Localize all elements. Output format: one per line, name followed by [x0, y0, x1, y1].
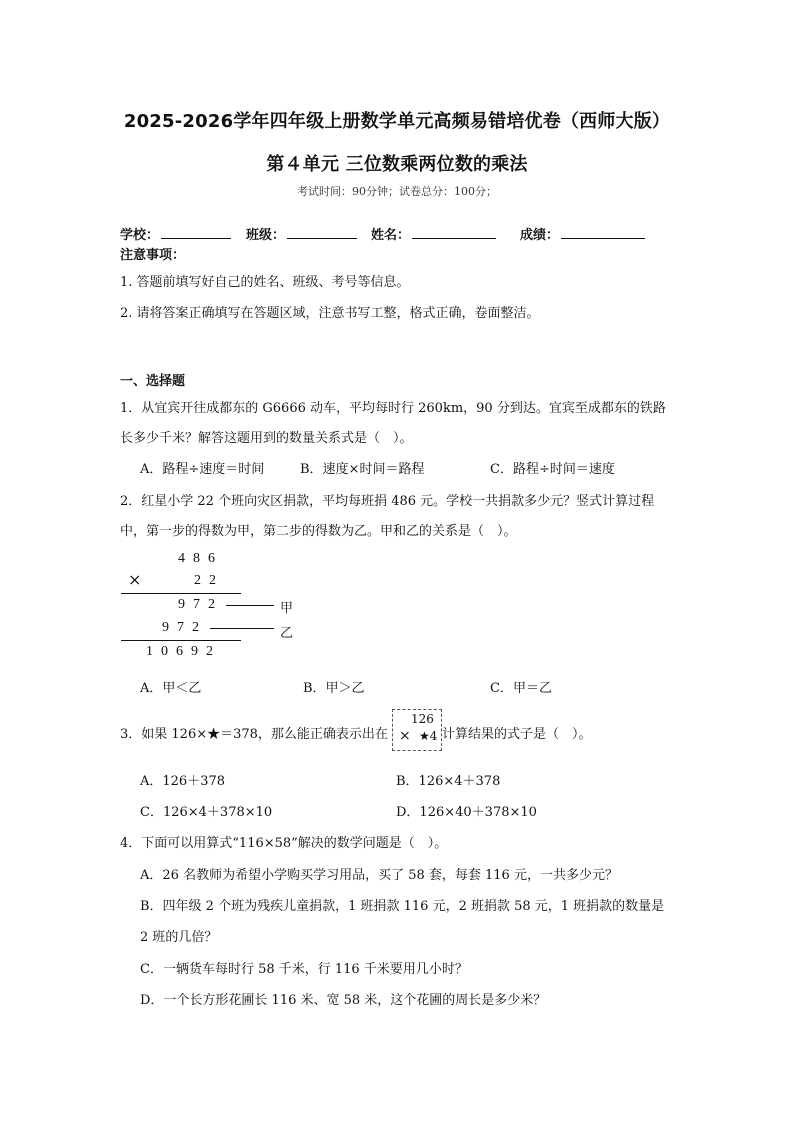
q4-option-c[interactable]: C．一辆货车每时行 58 千米，行 116 千米要用几小时？ [140, 962, 468, 977]
q4-stem: 4．下面可以用算式“116×58”解决的数学问题是（ ）。 [120, 836, 448, 851]
label-jia: 甲 [280, 601, 294, 616]
score-field[interactable] [520, 224, 645, 243]
calc-multiplicand: 486 [178, 551, 223, 566]
calc-rule [121, 593, 241, 594]
page-title: 2025-2026学年四年级上册数学单元高频易错培优卷（西师大版） [123, 111, 671, 132]
name-field[interactable] [371, 224, 496, 243]
q2-stem-line2: 中，第一步的得数为甲，第二步的得数为乙。甲和乙的关系是（ ）。 [120, 524, 517, 539]
q3-stem-prefix: 3．如果 126×★＝378，那么能正确表示出在 [120, 727, 388, 742]
school-blank[interactable] [161, 226, 231, 239]
q2-option-b[interactable]: B．甲＞乙 [303, 681, 365, 696]
school-label: 学校： [120, 228, 160, 243]
calc-multiplier: 22 [194, 573, 224, 588]
q3-option-a[interactable]: A．126＋378 [140, 774, 226, 789]
name-blank[interactable] [412, 226, 496, 239]
notice-item: 2. 请将答案正确填写在答题区域，注意书写工整，格式正确，卷面整洁。 [120, 306, 540, 321]
box-times-sign: × [399, 728, 411, 744]
q4-option-a[interactable]: A．26 名教师为希望小学购买学习用品，买了 58 套，每套 116 元，一共多少元？ [140, 868, 618, 883]
q4-option-d[interactable]: D．一个长方形花圃长 116 米、宽 58 米，这个花圃的周长是多少米？ [140, 993, 547, 1008]
label-yi: 乙 [280, 626, 294, 641]
q3-option-c[interactable]: C．126×4＋378×10 [140, 805, 273, 820]
q2-option-a[interactable]: A．甲＜乙 [140, 681, 202, 696]
q1-stem-line2: 长多少千米？解答这题用到的数量关系式是（ ）。 [120, 431, 413, 446]
school-field[interactable] [120, 224, 231, 243]
box-bottom-number: ★4 [419, 729, 438, 743]
section-title: 一、选择题 [120, 374, 186, 389]
calc-result: 10692 [146, 644, 221, 659]
box-top-number: 126 [411, 712, 434, 726]
q3-stem-suffix: 计算结果的式子是（ ）。 [442, 727, 592, 742]
pointer-line [210, 628, 274, 629]
notice-item: 1. 答题前填写好自己的姓名、班级、考号等信息。 [120, 275, 410, 290]
q1-stem-line1: 1．从宜宾开往成都东的 G6666 动车，平均每时行 260km，90 分到达。宜宾至成都东的铁路 [120, 401, 666, 416]
q3-option-d[interactable]: D．126×40＋378×10 [396, 805, 537, 820]
calc-partial-2: 972 [162, 620, 207, 635]
score-blank[interactable] [561, 226, 645, 239]
calc-partial-1: 972 [178, 597, 223, 612]
q2-stem-line1: 2．红星小学 22 个班向灾区捐款，平均每班捐 486 元。学校一共捐款多少元？竖式计算过程 [120, 494, 655, 509]
class-blank[interactable] [287, 226, 357, 239]
q3-option-b[interactable]: B．126×4＋378 [396, 774, 501, 789]
notice-title: 注意事项： [120, 248, 186, 263]
q2-option-c[interactable]: C．甲＝乙 [490, 681, 552, 696]
unit-title: 第４单元 三位数乘两位数的乘法 [266, 154, 528, 175]
pointer-line [226, 605, 274, 606]
class-label: 班级： [246, 228, 286, 243]
class-field[interactable] [246, 224, 357, 243]
exam-info: 考试时间：90分钟；试卷总分：100分； [297, 185, 497, 198]
q1-option-c[interactable]: C．路程÷时间＝速度 [490, 462, 615, 477]
q4-option-b-cont: 2 班的几倍？ [140, 930, 218, 945]
times-sign: × [128, 570, 142, 589]
q4-option-b[interactable]: B．四年级 2 个班为残疾儿童捐款，1 班捐款 116 元，2 班捐款 58 元，1 班捐款的数量是 [140, 899, 665, 914]
q1-option-b[interactable]: B．速度×时间＝路程 [300, 462, 425, 477]
calc-rule [121, 640, 241, 641]
score-label: 成绩： [520, 228, 560, 243]
q3-calc-box [392, 709, 442, 751]
q1-option-a[interactable]: A．路程÷速度＝时间 [140, 462, 265, 477]
name-label: 姓名： [371, 228, 411, 243]
